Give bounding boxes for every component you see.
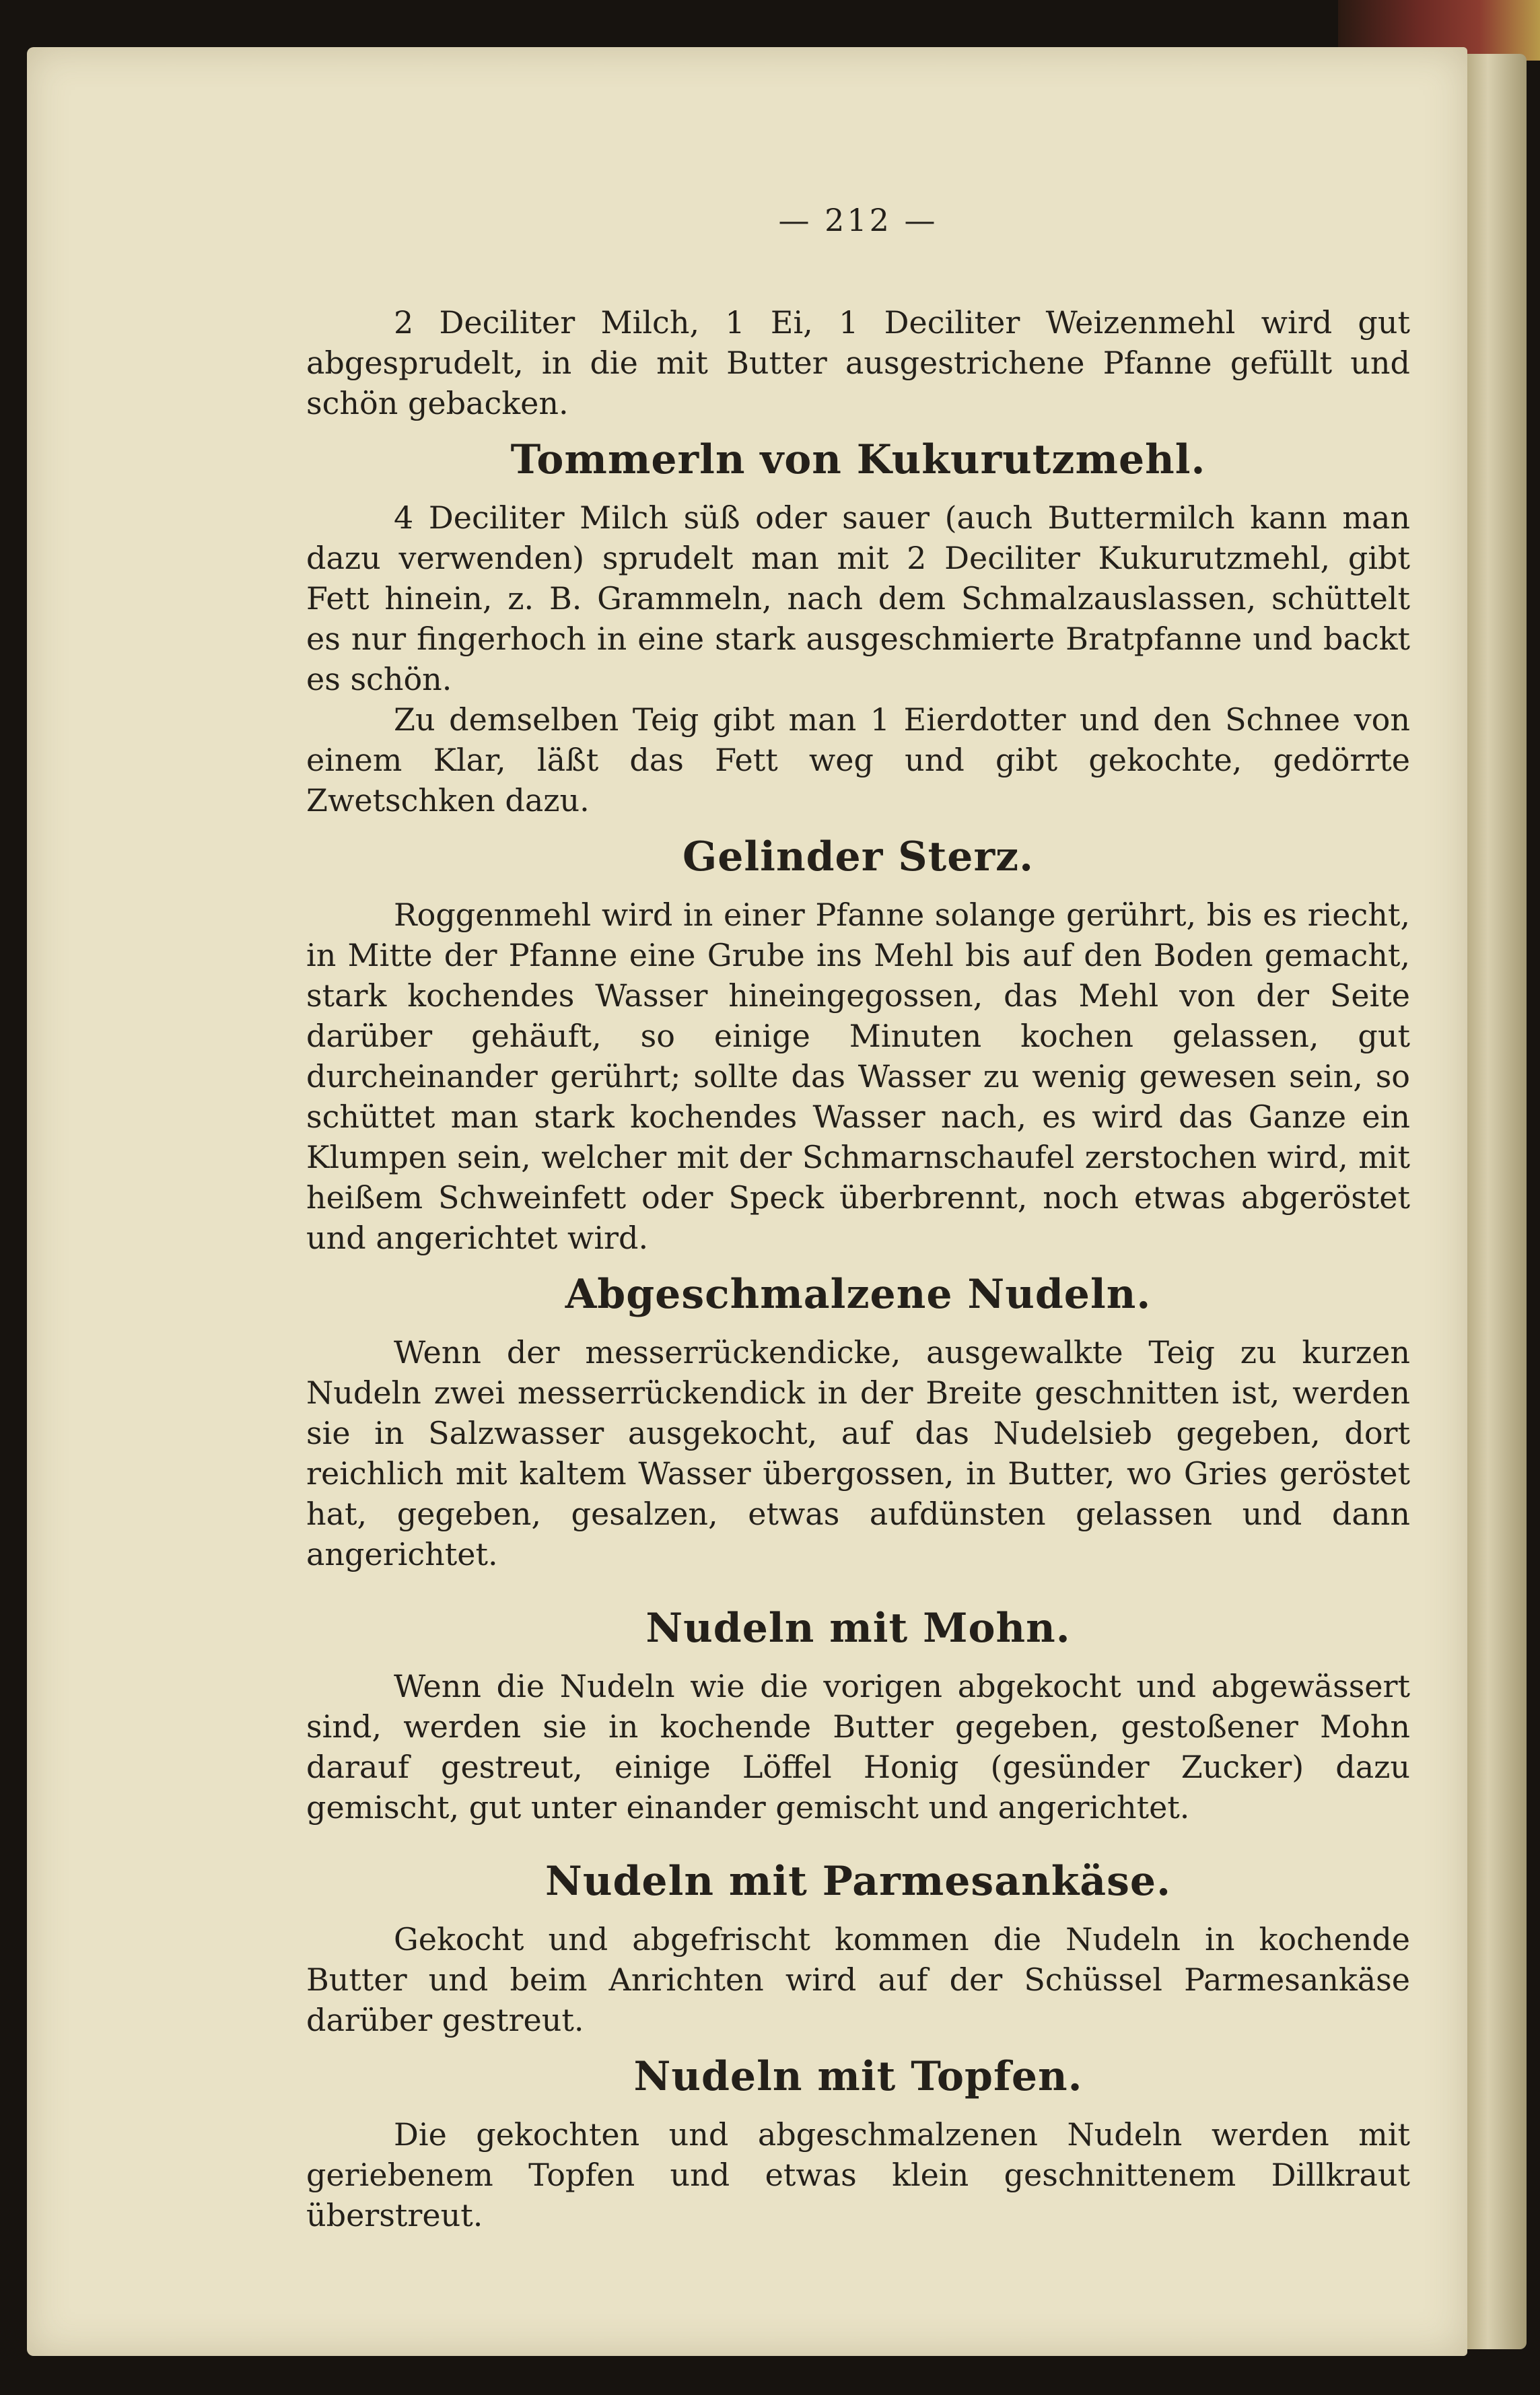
recipe-nudeln-mit-mohn: [306, 1601, 1410, 1828]
recipe-gelinder-sterz: [306, 830, 1410, 1258]
recipe-paragraph: 4 Deciliter Milch süß oder sauer (auch Buttermilch kann man dazu verwenden) sprudelt man mit 2 Deciliter Kukurutzmehl, gibt Fett hinein, z. B. Grammeln, nach dem Schmalzauslassen, schüttelt es nur fingerhoch in eine stark ausgeschmierte Bratpfanne und backt es schön.: [306, 499, 1410, 697]
recipe-tommerln: [306, 433, 1410, 821]
recipe-paragraph: Wenn die Nudeln wie die vorigen abgekocht und abgewässert sind, werden sie in kochende Butter gegeben, gestoßener Mohn darauf gestreut, einige Löffel Honig (gesünder Zucker) dazu gemischt, gut unter einander gemischt und angerichtet.: [306, 1668, 1410, 1826]
recipe-title: Gelinder Sterz.: [682, 833, 1035, 880]
recipe-title: Nudeln mit Topfen.: [633, 2053, 1083, 2100]
recipe-paragraph: Wenn der messerrückendicke, ausgewalkte Teig zu kurzen Nudeln zwei messerrückendick in der Breite geschnitten ist, werden sie in Salzwasser ausgekocht, auf das Nudelsieb gegeben, dort reichlich mit kaltem Wasser übergossen, in Butter, wo Gries geröstet hat, gegeben, gesalzen, etwas aufdünsten gelassen und dann angerichtet.: [306, 1334, 1410, 1572]
page-content: [306, 202, 1410, 2235]
recipe-nudeln-mit-parmesankaese: [306, 1854, 1410, 2040]
section-gap: [306, 1574, 1410, 1592]
recipe-abgeschmalzene-nudeln: [306, 1268, 1410, 1574]
section-gap: [306, 1828, 1410, 1845]
recipe-title: Abgeschmalzene Nudeln.: [565, 1271, 1152, 1318]
recipe-title: Nudeln mit Mohn.: [645, 1605, 1071, 1652]
page-number: — 212 —: [778, 202, 938, 238]
recipe-nudeln-mit-topfen: [306, 2050, 1410, 2235]
recipe-title: Nudeln mit Parmesankäse.: [545, 1858, 1171, 1905]
recipe-paragraph: Die gekochten und abgeschmalzenen Nudeln werden mit geriebenem Topfen und etwas klein geschnittenem Dillkraut überstreut.: [306, 2116, 1410, 2233]
recipe-paragraph: Gekocht und abgefrischt kommen die Nudeln in kochende Butter und beim Anrichten wird auf der Schüssel Parmesankäse darüber gestreut.: [306, 1921, 1410, 2038]
recipe-title: Tommerln von Kukurutzmehl.: [510, 436, 1206, 483]
page-edge: [1467, 54, 1527, 2349]
intro-paragraph: 2 Deciliter Milch, 1 Ei, 1 Deciliter Weizenmehl wird gut abgesprudelt, in die mit Butter ausgestrichene Pfanne gefüllt und schön gebacken.: [306, 304, 1410, 421]
recipe-paragraph: Zu demselben Teig gibt man 1 Eierdotter und den Schnee von einem Klar, läßt das Fett weg und gibt gekochte, gedörrte Zwetschken dazu.: [306, 701, 1410, 819]
recipe-paragraph: Roggenmehl wird in einer Pfanne solange gerührt, bis es riecht, in Mitte der Pfanne eine Grube ins Mehl bis auf den Boden gemacht, stark kochendes Wasser hineingegossen, das Mehl von der Seite darüber gehäuft, so einige Minuten kochen gelassen, gut durcheinander gerührt; sollte das Wasser zu wenig gewesen sein, so schüttet man stark kochendes Wasser nach, es wird das Ganze ein Klumpen sein, welcher mit der Schmarnschaufel zerstochen wird, mit heißem Schweinfett oder Speck überbrennt, noch etwas abgeröstet und angerichtet wird.: [306, 897, 1410, 1256]
